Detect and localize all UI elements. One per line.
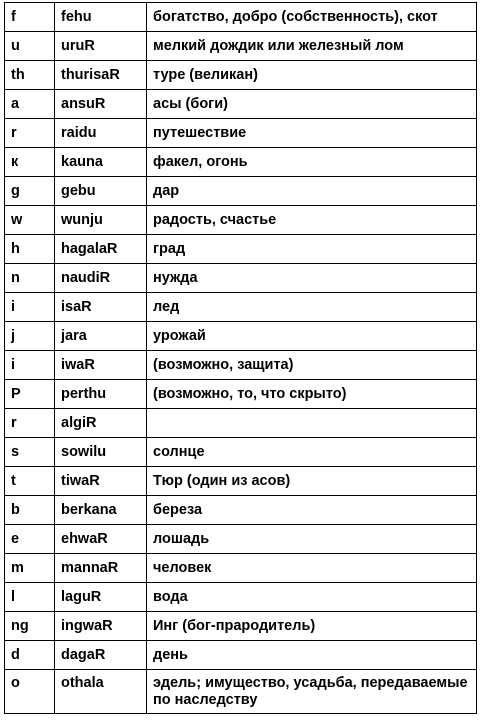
table-row	[5, 467, 477, 496]
rune-meaning-cell: мелкий дождик или железный лом	[147, 32, 477, 61]
table-row	[5, 612, 477, 641]
table-row	[5, 525, 477, 554]
rune-letter-cell: ng	[5, 612, 55, 641]
rune-letter-cell: u	[5, 32, 55, 61]
rune-letter-cell: к	[5, 148, 55, 177]
rune-letter-cell: s	[5, 438, 55, 467]
rune-meaning-cell: (возможно, то, что скрыто)	[147, 380, 477, 409]
rune-table-body	[5, 3, 477, 714]
rune-meaning-cell: Тюр (один из асов)	[147, 467, 477, 496]
rune-name-cell: sowilu	[55, 438, 147, 467]
rune-name-cell: uruR	[55, 32, 147, 61]
rune-meaning-cell: эдель; имущество, усадьба, передаваемые по наследству	[147, 670, 477, 714]
table-row	[5, 32, 477, 61]
table-row	[5, 90, 477, 119]
rune-meaning-cell: солнце	[147, 438, 477, 467]
rune-meaning-cell: асы (боги)	[147, 90, 477, 119]
rune-meaning-cell: туре (великан)	[147, 61, 477, 90]
rune-meaning-cell: богатство, добро (собственность), скот	[147, 3, 477, 32]
rune-name-cell: perthu	[55, 380, 147, 409]
rune-meaning-cell: путешествие	[147, 119, 477, 148]
rune-meaning-cell: град	[147, 235, 477, 264]
rune-meaning-cell: урожай	[147, 322, 477, 351]
rune-name-cell: wunju	[55, 206, 147, 235]
rune-name-cell: dagaR	[55, 641, 147, 670]
rune-name-cell: jara	[55, 322, 147, 351]
rune-meaning-cell: дар	[147, 177, 477, 206]
rune-letter-cell: e	[5, 525, 55, 554]
rune-table	[4, 2, 477, 714]
rune-meaning-cell: лед	[147, 293, 477, 322]
rune-name-cell: ansuR	[55, 90, 147, 119]
rune-meaning-cell: радость, счастье	[147, 206, 477, 235]
rune-name-cell: gebu	[55, 177, 147, 206]
rune-name-cell: naudiR	[55, 264, 147, 293]
rune-letter-cell: o	[5, 670, 55, 714]
rune-letter-cell: th	[5, 61, 55, 90]
table-row	[5, 3, 477, 32]
rune-name-cell: mannaR	[55, 554, 147, 583]
rune-letter-cell: l	[5, 583, 55, 612]
rune-name-cell: ehwaR	[55, 525, 147, 554]
table-row	[5, 322, 477, 351]
rune-meaning-cell: вода	[147, 583, 477, 612]
rune-letter-cell: w	[5, 206, 55, 235]
rune-name-cell: tiwaR	[55, 467, 147, 496]
rune-name-cell: fehu	[55, 3, 147, 32]
rune-letter-cell: i	[5, 351, 55, 380]
table-row	[5, 409, 477, 438]
table-row	[5, 583, 477, 612]
table-row	[5, 351, 477, 380]
rune-name-cell: thurisaR	[55, 61, 147, 90]
rune-letter-cell: P	[5, 380, 55, 409]
table-row	[5, 119, 477, 148]
rune-meaning-cell: факел, огонь	[147, 148, 477, 177]
rune-name-cell: algiR	[55, 409, 147, 438]
table-row	[5, 438, 477, 467]
rune-meaning-cell: (возможно, защита)	[147, 351, 477, 380]
rune-meaning-cell: лошадь	[147, 525, 477, 554]
rune-letter-cell: i	[5, 293, 55, 322]
rune-name-cell: ingwaR	[55, 612, 147, 641]
rune-letter-cell: r	[5, 119, 55, 148]
table-row	[5, 641, 477, 670]
rune-letter-cell: f	[5, 3, 55, 32]
rune-letter-cell: d	[5, 641, 55, 670]
rune-meaning-cell: человек	[147, 554, 477, 583]
rune-name-cell: kauna	[55, 148, 147, 177]
rune-name-cell: iwaR	[55, 351, 147, 380]
table-row	[5, 206, 477, 235]
rune-letter-cell: g	[5, 177, 55, 206]
rune-letter-cell: n	[5, 264, 55, 293]
table-row	[5, 554, 477, 583]
rune-letter-cell: j	[5, 322, 55, 351]
rune-letter-cell: h	[5, 235, 55, 264]
table-row	[5, 148, 477, 177]
table-row	[5, 293, 477, 322]
table-row	[5, 496, 477, 525]
rune-name-cell: berkana	[55, 496, 147, 525]
table-row	[5, 177, 477, 206]
rune-letter-cell: m	[5, 554, 55, 583]
rune-meaning-cell	[147, 409, 477, 438]
table-row	[5, 380, 477, 409]
rune-name-cell: isaR	[55, 293, 147, 322]
rune-letter-cell: t	[5, 467, 55, 496]
rune-letter-cell: b	[5, 496, 55, 525]
rune-name-cell: raidu	[55, 119, 147, 148]
rune-meaning-cell: день	[147, 641, 477, 670]
rune-meaning-cell: береза	[147, 496, 477, 525]
table-row	[5, 61, 477, 90]
table-row	[5, 670, 477, 714]
rune-name-cell: othala	[55, 670, 147, 714]
rune-meaning-cell: Инг (бог-прародитель)	[147, 612, 477, 641]
rune-name-cell: laguR	[55, 583, 147, 612]
table-row	[5, 235, 477, 264]
rune-meaning-cell: нужда	[147, 264, 477, 293]
table-row	[5, 264, 477, 293]
rune-letter-cell: a	[5, 90, 55, 119]
rune-name-cell: hagalaR	[55, 235, 147, 264]
rune-letter-cell: r	[5, 409, 55, 438]
